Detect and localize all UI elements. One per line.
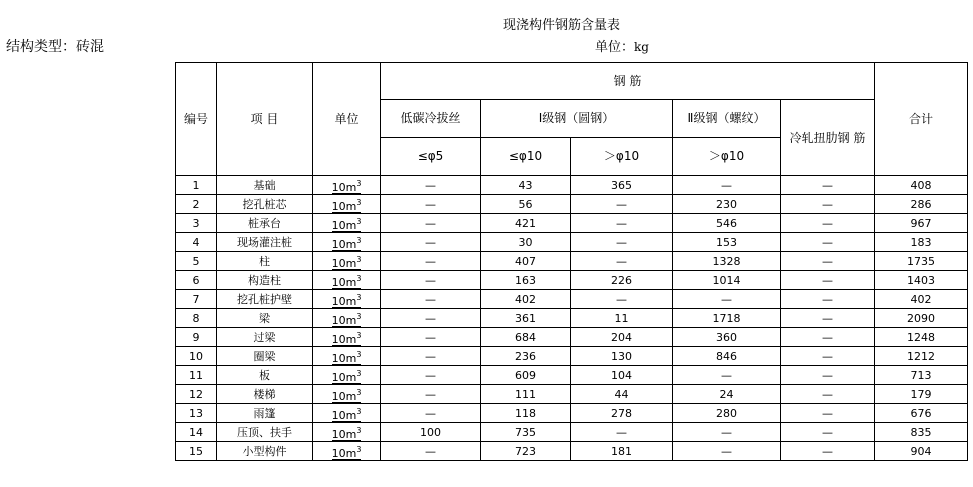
- cell-item: 桩承台: [217, 214, 313, 233]
- cell-grade1-le10: 111: [481, 385, 571, 404]
- unit-value: $10m^3$: [331, 407, 362, 422]
- cell-item: 楼梯: [217, 385, 313, 404]
- cell-number: 15: [176, 442, 217, 461]
- cell-total: 1212: [875, 347, 968, 366]
- header-unit: 单位: [313, 63, 381, 176]
- unit-value: $10m^3$: [331, 179, 362, 194]
- cell-grade2-gt10: —: [673, 290, 781, 309]
- cell-grade1-le10: 407: [481, 252, 571, 271]
- cell-unit: [313, 290, 381, 309]
- cell-low-carbon: —: [381, 233, 481, 252]
- cell-grade2-gt10: 846: [673, 347, 781, 366]
- header-grade1: Ⅰ级钢（圆钢）: [481, 100, 673, 138]
- header-sub-gt10-grade1: ＞φ10: [571, 138, 673, 176]
- cell-item: 基础: [217, 176, 313, 195]
- cell-item: 柱: [217, 252, 313, 271]
- cell-low-carbon: —: [381, 252, 481, 271]
- unit-value: $10m^3$: [331, 312, 362, 327]
- cell-unit: [313, 385, 381, 404]
- unit-value: $10m^3$: [331, 293, 362, 308]
- cell-total: 904: [875, 442, 968, 461]
- header-number: 编号: [176, 63, 217, 176]
- cell-grade1-le10: 723: [481, 442, 571, 461]
- cell-grade1-gt10: 204: [571, 328, 673, 347]
- cell-low-carbon: —: [381, 404, 481, 423]
- cell-unit: [313, 233, 381, 252]
- cell-cold-rolled: —: [781, 328, 875, 347]
- cell-grade1-gt10: 226: [571, 271, 673, 290]
- cell-grade1-gt10: —: [571, 290, 673, 309]
- cell-total: 183: [875, 233, 968, 252]
- table-row: [176, 385, 968, 404]
- header-low-carbon: 低碳冷拔丝: [381, 100, 481, 138]
- cell-item: 挖孔桩护壁: [217, 290, 313, 309]
- cell-grade1-gt10: 130: [571, 347, 673, 366]
- cell-grade1-gt10: —: [571, 195, 673, 214]
- unit-value: $10m^3$: [331, 236, 362, 251]
- cell-low-carbon: —: [381, 442, 481, 461]
- cell-cold-rolled: —: [781, 290, 875, 309]
- cell-grade1-le10: 118: [481, 404, 571, 423]
- cell-low-carbon: —: [381, 366, 481, 385]
- cell-grade1-le10: 402: [481, 290, 571, 309]
- table-row: [176, 252, 968, 271]
- header-sub-le5: ≤φ5: [381, 138, 481, 176]
- cell-grade1-gt10: —: [571, 214, 673, 233]
- unit-value: $10m^3$: [331, 445, 362, 460]
- cell-total: 1248: [875, 328, 968, 347]
- table-row: [176, 195, 968, 214]
- cell-cold-rolled: —: [781, 233, 875, 252]
- cell-cold-rolled: —: [781, 347, 875, 366]
- cell-grade1-gt10: 11: [571, 309, 673, 328]
- steel-content-table: [175, 62, 968, 461]
- cell-grade1-gt10: 44: [571, 385, 673, 404]
- cell-unit: [313, 347, 381, 366]
- cell-cold-rolled: —: [781, 252, 875, 271]
- unit-value: $10m^3$: [331, 274, 362, 289]
- cell-grade1-gt10: 278: [571, 404, 673, 423]
- cell-cold-rolled: —: [781, 423, 875, 442]
- cell-number: 3: [176, 214, 217, 233]
- cell-low-carbon: —: [381, 195, 481, 214]
- table-row: [176, 214, 968, 233]
- cell-cold-rolled: —: [781, 195, 875, 214]
- header-item: 项 目: [217, 63, 313, 176]
- unit-value: $10m^3$: [331, 426, 362, 441]
- cell-total: 408: [875, 176, 968, 195]
- unit-value: $10m^3$: [331, 198, 362, 213]
- table-row: [176, 404, 968, 423]
- cell-number: 12: [176, 385, 217, 404]
- cell-number: 7: [176, 290, 217, 309]
- header-grade2: Ⅱ级钢（螺纹）: [673, 100, 781, 138]
- cell-number: 8: [176, 309, 217, 328]
- cell-grade2-gt10: 280: [673, 404, 781, 423]
- cell-total: 835: [875, 423, 968, 442]
- cell-unit: [313, 271, 381, 290]
- header-sub-le10: ≤φ10: [481, 138, 571, 176]
- cell-cold-rolled: —: [781, 442, 875, 461]
- cell-total: 713: [875, 366, 968, 385]
- cell-cold-rolled: —: [781, 271, 875, 290]
- header-cold-rolled: 冷轧扭肋钢 筋: [781, 100, 875, 176]
- cell-low-carbon: —: [381, 271, 481, 290]
- structure-type-label: 结构类型：砖混: [6, 39, 104, 55]
- cell-item: 圈梁: [217, 347, 313, 366]
- cell-unit: [313, 195, 381, 214]
- cell-low-carbon: —: [381, 385, 481, 404]
- cell-cold-rolled: —: [781, 385, 875, 404]
- cell-unit: [313, 214, 381, 233]
- cell-grade1-le10: 43: [481, 176, 571, 195]
- cell-grade1-gt10: —: [571, 233, 673, 252]
- cell-grade1-le10: 56: [481, 195, 571, 214]
- cell-total: 402: [875, 290, 968, 309]
- cell-item: 压顶、扶手: [217, 423, 313, 442]
- cell-grade2-gt10: 153: [673, 233, 781, 252]
- unit-value: $10m^3$: [331, 350, 362, 365]
- cell-item: 过梁: [217, 328, 313, 347]
- cell-grade1-le10: 684: [481, 328, 571, 347]
- cell-grade2-gt10: —: [673, 442, 781, 461]
- cell-grade2-gt10: 230: [673, 195, 781, 214]
- cell-unit: [313, 328, 381, 347]
- table-row: [176, 309, 968, 328]
- cell-number: 5: [176, 252, 217, 271]
- cell-number: 11: [176, 366, 217, 385]
- cell-number: 10: [176, 347, 217, 366]
- table-row: [176, 423, 968, 442]
- cell-low-carbon: —: [381, 290, 481, 309]
- cell-low-carbon: —: [381, 328, 481, 347]
- cell-grade1-le10: 735: [481, 423, 571, 442]
- cell-number: 4: [176, 233, 217, 252]
- table-row: [176, 271, 968, 290]
- cell-item: 梁: [217, 309, 313, 328]
- cell-total: 179: [875, 385, 968, 404]
- header-total: 合计: [875, 63, 968, 176]
- cell-low-carbon: —: [381, 309, 481, 328]
- cell-unit: [313, 252, 381, 271]
- cell-unit: [313, 309, 381, 328]
- cell-item: 构造柱: [217, 271, 313, 290]
- unit-value: $10m^3$: [331, 217, 362, 232]
- cell-grade2-gt10: 360: [673, 328, 781, 347]
- cell-unit: [313, 176, 381, 195]
- table-row: [176, 347, 968, 366]
- cell-item: 挖孔桩芯: [217, 195, 313, 214]
- cell-grade2-gt10: —: [673, 366, 781, 385]
- cell-unit: [313, 442, 381, 461]
- cell-cold-rolled: —: [781, 309, 875, 328]
- cell-item: 现场灌注桩: [217, 233, 313, 252]
- cell-total: 676: [875, 404, 968, 423]
- cell-low-carbon: —: [381, 176, 481, 195]
- table-row: [176, 233, 968, 252]
- header-sub-gt10-grade2: ＞φ10: [673, 138, 781, 176]
- table-row: [176, 442, 968, 461]
- cell-grade1-le10: 163: [481, 271, 571, 290]
- page-title: 现浇构件钢筋含量表: [503, 18, 621, 33]
- cell-item: 小型构件: [217, 442, 313, 461]
- cell-number: 2: [176, 195, 217, 214]
- cell-grade1-gt10: 181: [571, 442, 673, 461]
- unit-prefix: 单位：: [595, 40, 635, 55]
- table-row: [176, 366, 968, 385]
- cell-grade1-le10: 361: [481, 309, 571, 328]
- cell-grade2-gt10: 24: [673, 385, 781, 404]
- cell-cold-rolled: —: [781, 214, 875, 233]
- cell-grade2-gt10: 1328: [673, 252, 781, 271]
- cell-cold-rolled: —: [781, 176, 875, 195]
- cell-total: 1735: [875, 252, 968, 271]
- cell-grade1-le10: 30: [481, 233, 571, 252]
- cell-unit: [313, 366, 381, 385]
- cell-grade2-gt10: 1014: [673, 271, 781, 290]
- table-row: [176, 290, 968, 309]
- cell-grade2-gt10: —: [673, 423, 781, 442]
- table-row: [176, 176, 968, 195]
- cell-grade2-gt10: 1718: [673, 309, 781, 328]
- cell-unit: [313, 404, 381, 423]
- cell-grade1-gt10: 365: [571, 176, 673, 195]
- cell-cold-rolled: —: [781, 404, 875, 423]
- cell-total: 967: [875, 214, 968, 233]
- cell-item: 板: [217, 366, 313, 385]
- table-row: [176, 328, 968, 347]
- cell-total: 286: [875, 195, 968, 214]
- cell-grade1-le10: 236: [481, 347, 571, 366]
- cell-number: 6: [176, 271, 217, 290]
- cell-number: 9: [176, 328, 217, 347]
- header-steel: 钢 筋: [381, 63, 875, 100]
- cell-grade2-gt10: 546: [673, 214, 781, 233]
- unit-value: $10m^3$: [331, 369, 362, 384]
- cell-number: 14: [176, 423, 217, 442]
- unit-value: $10m^3$: [331, 331, 362, 346]
- cell-grade2-gt10: —: [673, 176, 781, 195]
- cell-number: 1: [176, 176, 217, 195]
- cell-grade1-le10: 421: [481, 214, 571, 233]
- cell-low-carbon: —: [381, 214, 481, 233]
- unit-value: kg: [634, 40, 649, 54]
- cell-item: 雨篷: [217, 404, 313, 423]
- unit-label: [595, 36, 649, 55]
- cell-low-carbon: 100: [381, 423, 481, 442]
- cell-grade1-le10: 609: [481, 366, 571, 385]
- cell-grade1-gt10: —: [571, 252, 673, 271]
- cell-grade1-gt10: 104: [571, 366, 673, 385]
- cell-total: 1403: [875, 271, 968, 290]
- cell-number: 13: [176, 404, 217, 423]
- cell-cold-rolled: —: [781, 366, 875, 385]
- unit-value: $10m^3$: [331, 255, 362, 270]
- cell-low-carbon: —: [381, 347, 481, 366]
- cell-grade1-gt10: —: [571, 423, 673, 442]
- cell-total: 2090: [875, 309, 968, 328]
- unit-value: $10m^3$: [331, 388, 362, 403]
- cell-unit: [313, 423, 381, 442]
